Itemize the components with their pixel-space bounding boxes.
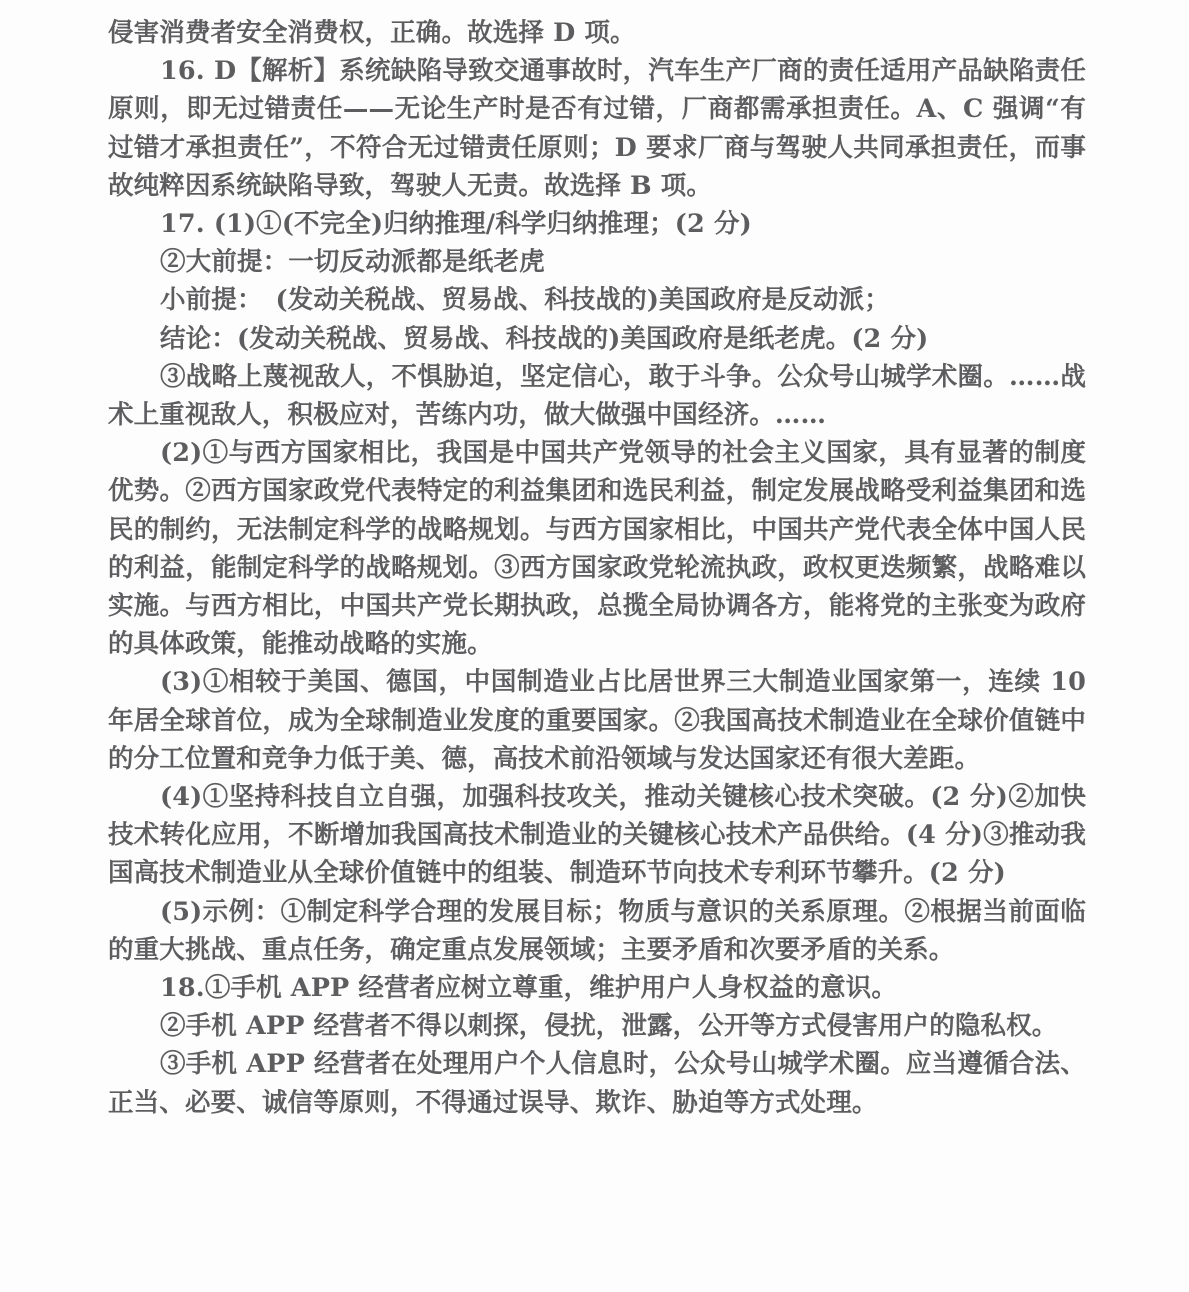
question-17-part2-answer: (2)①与西方国家相比，我国是中国共产党领导的社会主义国家，具有显著的制度优势。②西方国家政党代表特定的利益集团和选民利益，制定发展战略受利益集团和选民的制约，无法制定科学的战略规划。与西方国家相比，中国共产党代表全体中国人民的利益，能制定科学的战略规划。③西方国家政党轮流执政，政权更迭频繁，战略难以实施。与西方相比，中国共产党长期执政，总揽全局协调各方，能将党的主张变为政府的具体政策，能推动战略的实施。 [108, 438, 1086, 660]
question-15-continuation: 侵害消费者安全消费权，正确。故选择 D 项。 [108, 18, 636, 48]
question-17-part1-item2-major-premise: ②大前提：一切反动派都是纸老虎 [160, 247, 545, 278]
question-17-part1-item3: ③战略上蔑视敌人，不惧胁迫，坚定信心，敢于斗争。公众号山城学术圈。……战术上重视敌人，积极应对，苦练内功，做大做强中国经济。…… [108, 361, 1086, 431]
question-18-item1: 18.①手机 APP 经营者应树立尊重，维护用户人身权益的意识。 [160, 973, 898, 1004]
question-16-answer: 16. D【解析】系统缺陷导致交通事故时，汽车生产厂商的责任适用产品缺陷责任原则，即无过错责任——无论生产时是否有过错，厂商都需承担责任。A、C 强调“有过错才承担责任”，不符合无过错责任原则；D 要求厂商与驾驶人共同承担责任，而事故纯粹因系统缺陷导致，驾驶人无责。故选择 B 项。 [108, 56, 1086, 201]
question-17-part3-answer: (3)①相较于美国、德国，中国制造业占比居世界三大制造业国家第一，连续 10 年居全球首位，成为全球制造业发度的重要国家。②我国高技术制造业在全球价值链中的分工位置和竞争力低于美、德，高技术前沿领域与发达国家还有很大差距。 [108, 667, 1086, 774]
question-18-item3: ③手机 APP 经营者在处理用户个人信息时，公众号山城学术圈。应当遵循合法、正当、必要、诚信等原则，不得通过误导、欺诈、胁迫等方式处理。 [108, 1049, 1086, 1118]
question-17-part1-conclusion: 结论：(发动关税战、贸易战、科技战的)美国政府是纸老虎。(2 分) [160, 323, 929, 354]
question-18-item2: ②手机 APP 经营者不得以刺探，侵扰，泄露，公开等方式侵害用户的隐私权。 [160, 1011, 1058, 1042]
document-body [108, 14, 1086, 1122]
question-17-part1-minor-premise: 小前提： (发动关税战、贸易战、科技战的)美国政府是反动派； [160, 285, 890, 316]
question-17-part5-answer: (5)示例：①制定科学合理的发展目标；物质与意识的关系原理。②根据当前面临的重大挑战、重点任务，确定重点发展领域；主要矛盾和次要矛盾的关系。 [108, 896, 1086, 965]
question-17-part4-answer: (4)①坚持科技自立自强，加强科技攻关，推动关键核心技术突破。(2 分)②加快技术转化应用，不断增加我国高技术制造业的关键核心技术产品供给。(4 分)③推动我国高技术制造业从全球价值链中的组装、制造环节向技术专利环节攀升。(2 分) [108, 782, 1086, 889]
question-17-part1-item1: 17. (1)①(不完全)归纳推理/科学归纳推理；(2 分) [160, 209, 752, 240]
